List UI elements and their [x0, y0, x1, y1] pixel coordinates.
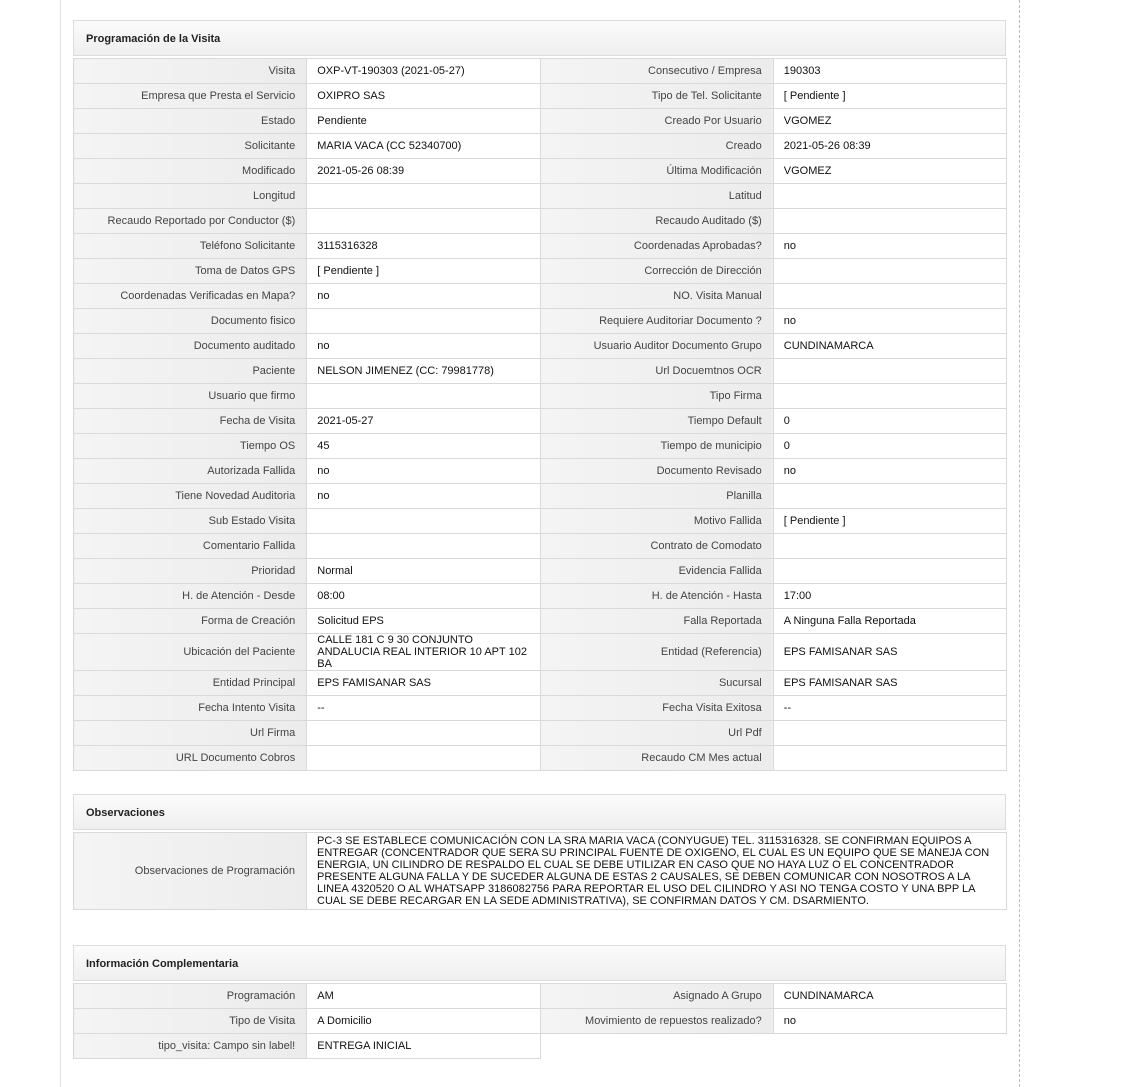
field-label: Usuario que firmo: [74, 384, 307, 409]
table-row: [74, 334, 1007, 359]
field-value: 0: [773, 409, 1006, 434]
field-label: Tipo Firma: [540, 384, 773, 409]
field-value: [ Pendiente ]: [307, 259, 540, 284]
field-label: URL Documento Cobros: [74, 746, 307, 771]
field-value: --: [773, 696, 1006, 721]
field-label: Consecutivo / Empresa: [540, 59, 773, 84]
field-label: Usuario Auditor Documento Grupo: [540, 334, 773, 359]
section-title: Observaciones: [73, 794, 1006, 830]
table-row: [74, 634, 1007, 671]
field-value: [307, 184, 540, 209]
field-label: Tipo de Visita: [74, 1009, 307, 1034]
field-label: Tipo de Tel. Solicitante: [540, 84, 773, 109]
field-label: Recaudo Reportado por Conductor ($): [74, 209, 307, 234]
field-label: Evidencia Fallida: [540, 559, 773, 584]
field-value: OXIPRO SAS: [307, 84, 540, 109]
field-label: Forma de Creación: [74, 609, 307, 634]
field-value: no: [773, 459, 1006, 484]
field-value: Normal: [307, 559, 540, 584]
complementaria-table: [73, 983, 1007, 1059]
table-row: [74, 359, 1007, 384]
field-label: Sub Estado Visita: [74, 509, 307, 534]
field-label: Requiere Auditoriar Documento ?: [540, 309, 773, 334]
field-value: CALLE 181 C 9 30 CONJUNTO ANDALUCIA REAL INTERIOR 10 APT 102 BA: [307, 634, 540, 671]
field-value: [773, 259, 1006, 284]
table-row: [74, 84, 1007, 109]
table-row: [74, 209, 1007, 234]
field-label: tipo_visita: Campo sin label!: [74, 1034, 307, 1059]
field-label: Documento fisico: [74, 309, 307, 334]
table-row: [74, 459, 1007, 484]
field-label: Coordenadas Verificadas en Mapa?: [74, 284, 307, 309]
field-value: [ Pendiente ]: [773, 84, 1006, 109]
field-label: Fecha Visita Exitosa: [540, 696, 773, 721]
field-value: no: [307, 334, 540, 359]
field-value: AM: [307, 984, 540, 1009]
field-label: Última Modificación: [540, 159, 773, 184]
field-value: PC-3 SE ESTABLECE COMUNICACIÓN CON LA SRA MARIA VACA (CONYUGUE) TEL. 3115316328. SE CONFIRMAN EQUIPOS A ENTREGAR (CONCENTRADOR QUE SERA SU PRINCIPAL FUENTE DE OXIGENO, EL CUAL ES UN EQUIPO QUE SE MANEJA CON ENERGIA, UN CILINDRO DE RESPALDO EL CUAL SE DEBE UTILIZAR EN CASO QUE NO HAYA LUZ O EL CONCENTRADOR PRESENTE ALGUNA FALLA Y DE SUCEDER ALGUNA DE ESTAS 2 CAUSALES, SE DEBEN COMUNICAR CON NOSOTROS A LA LINEA 4320520 O AL WHATSAPP 3186082756 PARA REPORTAR EL USO DEL CILINDRO Y ASI NO TENGA COSTO Y UNA BPP LA CUAL SE DEBE RECARGAR EN LA SEDE ADMINISTRATIVA), SE CONFIRMAN DATOS Y CM. DSARMIENTO.: [307, 833, 1007, 910]
field-label: Autorizada Fallida: [74, 459, 307, 484]
field-value: EPS FAMISANAR SAS: [307, 671, 540, 696]
table-row: [74, 746, 1007, 771]
programacion-section: [73, 20, 1006, 771]
field-value: CUNDINAMARCA: [773, 334, 1006, 359]
field-value: 3115316328: [307, 234, 540, 259]
table-row: [74, 384, 1007, 409]
field-label: Movimiento de repuestos realizado?: [540, 1009, 773, 1034]
field-value: [307, 534, 540, 559]
field-value: ENTREGA INICIAL: [307, 1034, 540, 1059]
field-label: Tiempo OS: [74, 434, 307, 459]
field-value: [773, 484, 1006, 509]
field-label: Coordenadas Aprobadas?: [540, 234, 773, 259]
field-value: [773, 559, 1006, 584]
field-label: Tiempo de municipio: [540, 434, 773, 459]
field-value: [307, 509, 540, 534]
field-value: 0: [773, 434, 1006, 459]
field-value: no: [307, 484, 540, 509]
field-value: 2021-05-26 08:39: [307, 159, 540, 184]
table-row: [74, 671, 1007, 696]
table-row: [74, 259, 1007, 284]
field-label: Fecha Intento Visita: [74, 696, 307, 721]
field-value: [773, 209, 1006, 234]
field-value: [773, 359, 1006, 384]
field-label: Contrato de Comodato: [540, 534, 773, 559]
table-row: [74, 109, 1007, 134]
field-label: Url Pdf: [540, 721, 773, 746]
field-value: [773, 384, 1006, 409]
field-value: Pendiente: [307, 109, 540, 134]
field-value: 2021-05-26 08:39: [773, 134, 1006, 159]
field-value: A Domicilio: [307, 1009, 540, 1034]
field-value: --: [307, 696, 540, 721]
table-row: [74, 409, 1007, 434]
field-label: Creado: [540, 134, 773, 159]
left-border-line: [60, 0, 61, 1087]
field-value: no: [773, 1009, 1006, 1034]
section-title: Información Complementaria: [73, 945, 1006, 981]
field-label: Entidad (Referencia): [540, 634, 773, 671]
observaciones-table: [73, 832, 1007, 910]
field-value: no: [773, 309, 1006, 334]
field-label: Toma de Datos GPS: [74, 259, 307, 284]
table-row: [74, 696, 1007, 721]
field-label: Comentario Fallida: [74, 534, 307, 559]
table-row: [74, 984, 1007, 1009]
field-label: NO. Visita Manual: [540, 284, 773, 309]
field-label: Tiene Novedad Auditoria: [74, 484, 307, 509]
table-row: [74, 559, 1007, 584]
field-label: Documento Revisado: [540, 459, 773, 484]
table-row: [74, 184, 1007, 209]
field-label: Fecha de Visita: [74, 409, 307, 434]
field-label: Modificado: [74, 159, 307, 184]
table-row: [74, 833, 1007, 910]
field-value: 190303: [773, 59, 1006, 84]
observaciones-section: [73, 794, 1006, 910]
field-label: Recaudo Auditado ($): [540, 209, 773, 234]
field-label: Corrección de Dirección: [540, 259, 773, 284]
field-value: [773, 534, 1006, 559]
field-label: Recaudo CM Mes actual: [540, 746, 773, 771]
field-label: Ubicación del Paciente: [74, 634, 307, 671]
section-title: Programación de la Visita: [73, 20, 1006, 56]
field-value: A Ninguna Falla Reportada: [773, 609, 1006, 634]
field-value: [773, 721, 1006, 746]
field-label: Solicitante: [74, 134, 307, 159]
field-value: OXP-VT-190303 (2021-05-27): [307, 59, 540, 84]
field-label: Prioridad: [74, 559, 307, 584]
field-value: [307, 721, 540, 746]
field-value: no: [307, 284, 540, 309]
field-label: Longitud: [74, 184, 307, 209]
table-row: [74, 234, 1007, 259]
field-value: [773, 184, 1006, 209]
field-value: Solicitud EPS: [307, 609, 540, 634]
field-label: H. de Atención - Hasta: [540, 584, 773, 609]
field-label: Visita: [74, 59, 307, 84]
field-label: Teléfono Solicitante: [74, 234, 307, 259]
field-value: VGOMEZ: [773, 109, 1006, 134]
table-row: [74, 1034, 1007, 1059]
table-row: [74, 434, 1007, 459]
field-label: Empresa que Presta el Servicio: [74, 84, 307, 109]
field-label: Sucursal: [540, 671, 773, 696]
empty-cell: [540, 1034, 773, 1059]
field-value: MARIA VACA (CC 52340700): [307, 134, 540, 159]
field-label: Documento auditado: [74, 334, 307, 359]
field-label: Estado: [74, 109, 307, 134]
table-row: [74, 1009, 1007, 1034]
table-row: [74, 484, 1007, 509]
field-label: Creado Por Usuario: [540, 109, 773, 134]
field-value: no: [773, 234, 1006, 259]
field-value: EPS FAMISANAR SAS: [773, 634, 1006, 671]
field-label: Asignado A Grupo: [540, 984, 773, 1009]
table-row: [74, 284, 1007, 309]
field-label: H. de Atención - Desde: [74, 584, 307, 609]
field-value: VGOMEZ: [773, 159, 1006, 184]
table-row: [74, 134, 1007, 159]
empty-cell: [773, 1034, 1006, 1059]
field-label: Planilla: [540, 484, 773, 509]
field-value: no: [307, 459, 540, 484]
field-value: [773, 284, 1006, 309]
field-value: EPS FAMISANAR SAS: [773, 671, 1006, 696]
field-label: Observaciones de Programación: [74, 833, 307, 910]
field-value: [307, 746, 540, 771]
table-row: [74, 534, 1007, 559]
table-row: [74, 721, 1007, 746]
field-value: 08:00: [307, 584, 540, 609]
complementaria-section: [73, 945, 1006, 1059]
field-label: Programación: [74, 984, 307, 1009]
table-row: [74, 509, 1007, 534]
table-row: [74, 309, 1007, 334]
field-label: Tiempo Default: [540, 409, 773, 434]
table-row: [74, 584, 1007, 609]
programacion-table: [73, 58, 1007, 771]
field-value: [ Pendiente ]: [773, 509, 1006, 534]
table-row: [74, 159, 1007, 184]
field-value: 2021-05-27: [307, 409, 540, 434]
table-row: [74, 59, 1007, 84]
field-value: [307, 309, 540, 334]
field-label: Url Firma: [74, 721, 307, 746]
field-value: [773, 746, 1006, 771]
field-label: Url Docuemtnos OCR: [540, 359, 773, 384]
field-label: Motivo Fallida: [540, 509, 773, 534]
field-value: NELSON JIMENEZ (CC: 79981778): [307, 359, 540, 384]
field-label: Falla Reportada: [540, 609, 773, 634]
right-dashed-border: [1019, 0, 1020, 1087]
field-label: Entidad Principal: [74, 671, 307, 696]
field-value: CUNDINAMARCA: [773, 984, 1006, 1009]
field-value: 45: [307, 434, 540, 459]
table-row: [74, 609, 1007, 634]
field-value: 17:00: [773, 584, 1006, 609]
field-label: Paciente: [74, 359, 307, 384]
field-value: [307, 209, 540, 234]
field-label: Latitud: [540, 184, 773, 209]
field-value: [307, 384, 540, 409]
